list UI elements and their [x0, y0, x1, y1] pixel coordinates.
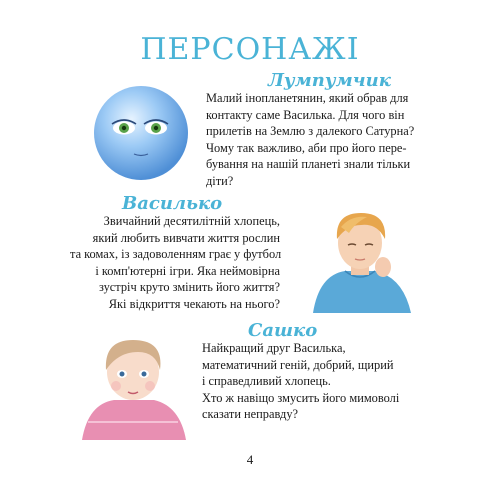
- text-line: який любить вивчати життя рослин: [92, 230, 280, 245]
- text-line: Чому так важливо, аби про його пере-: [206, 140, 407, 155]
- text-line: бування на нашій планеті знали тільки: [206, 157, 411, 172]
- sashko-illustration: [78, 330, 188, 440]
- text-line: Хто ж навіщо змусить його мимоволі: [202, 390, 400, 405]
- alien-illustration: [86, 78, 196, 188]
- vasylko-illustration: [305, 205, 415, 315]
- text-line: Звичайний десятилітній хлопець,: [103, 214, 280, 228]
- text-line: Які відкриття чекають на нього?: [108, 296, 280, 311]
- text-line: і справедливий хлопець.: [202, 374, 331, 389]
- character-name-lumpumchyk: Лумпумчик: [268, 70, 391, 91]
- page-title: ПЕРСОНАЖІ: [140, 32, 360, 67]
- text-line: і комп'ютерні ігри. Яка неймовірна: [95, 263, 280, 278]
- text-line: прилетів на Землю з далекого Сатурна?: [206, 124, 415, 139]
- text-line: Найкращий друг Василька,: [202, 341, 346, 355]
- text-line: математичний геній, добрий, щирий: [202, 357, 394, 372]
- character-name-sashko: Сашко: [248, 320, 318, 341]
- character-description-lumpumchyk: [206, 90, 414, 190]
- character-description-vasylko: [70, 213, 280, 313]
- text-line: зустріч круто змінить його життя?: [98, 280, 280, 295]
- text-line: Малий інопланетянин, який обрав для: [206, 91, 409, 105]
- text-line: діти?: [206, 173, 234, 188]
- page-number: 4: [246, 452, 254, 467]
- text-line: сказати неправду?: [202, 407, 299, 422]
- character-name-vasylko: Василько: [122, 193, 223, 214]
- text-line: та комах, із задоволенням грає у футбол: [70, 247, 282, 262]
- text-line: контакту саме Василька. Для чого він: [206, 107, 405, 122]
- character-description-sashko: [202, 340, 399, 423]
